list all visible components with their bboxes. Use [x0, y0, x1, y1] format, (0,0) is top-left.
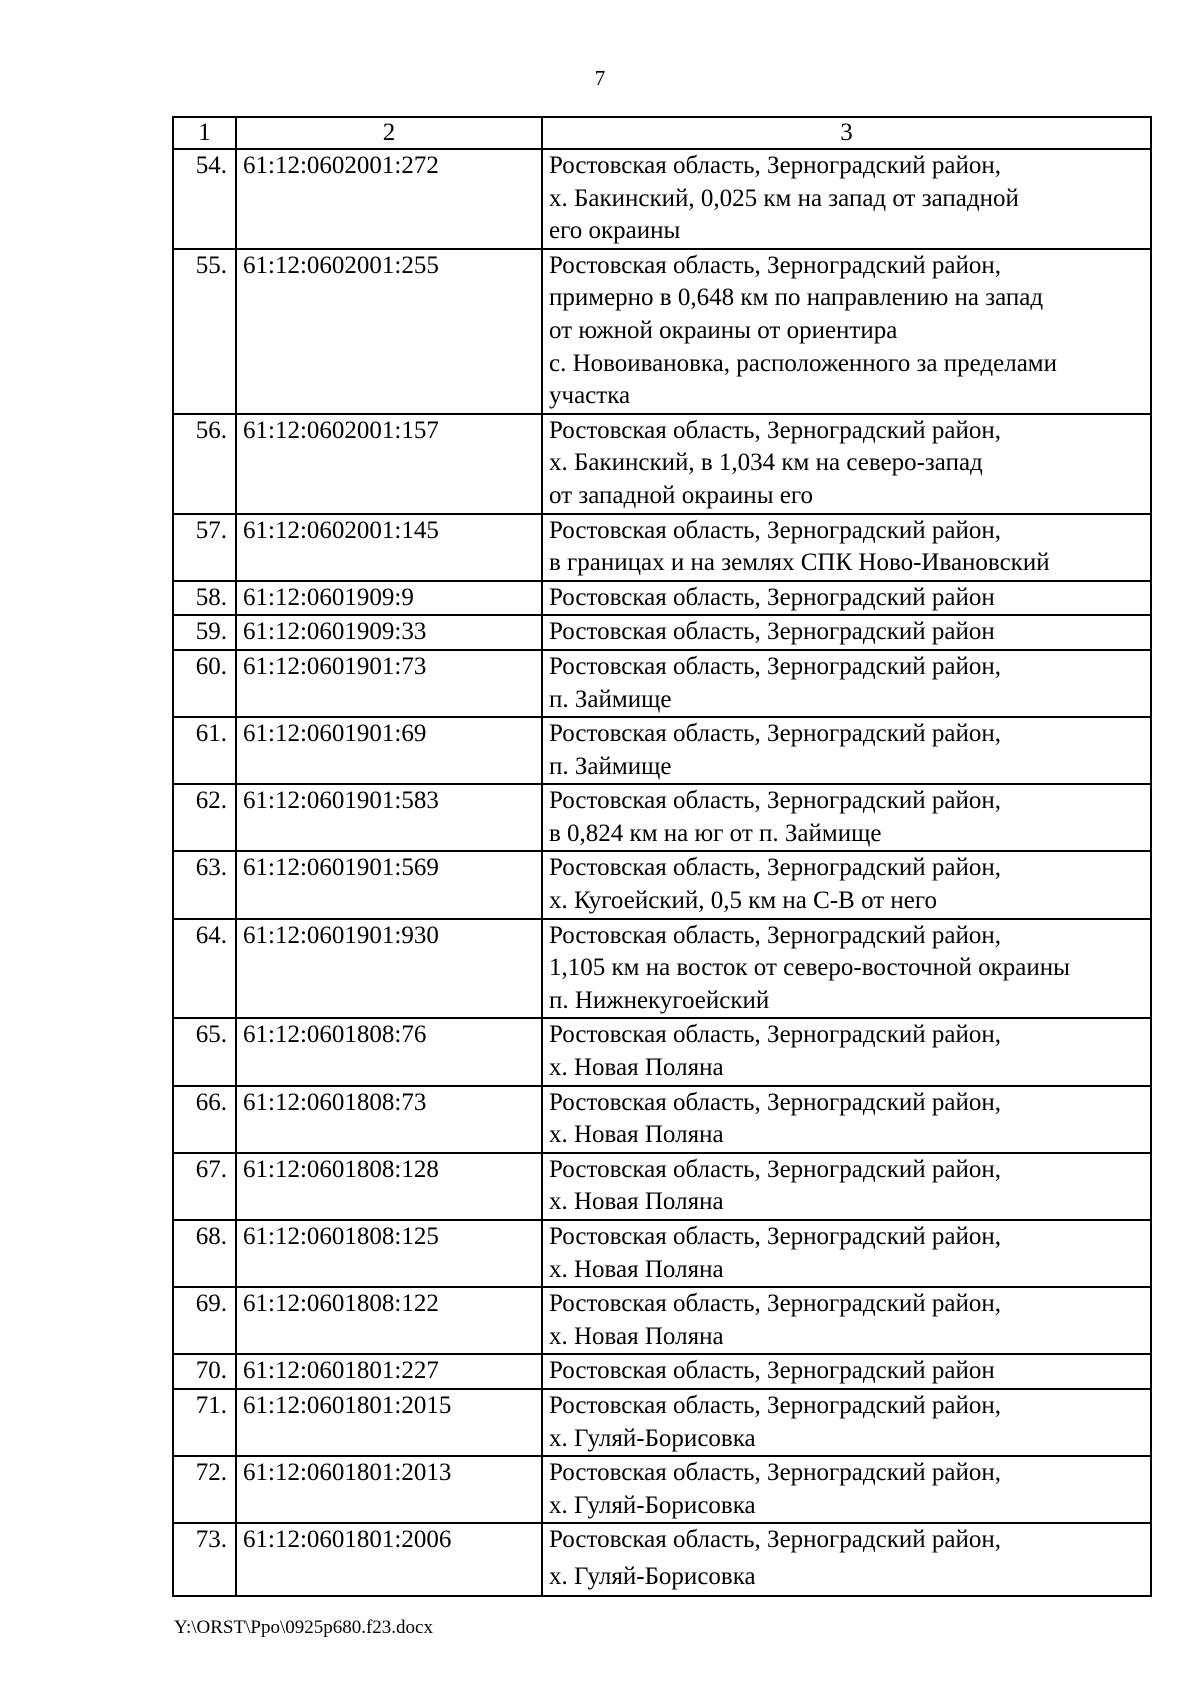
cadastral-number: 61:12:0601909:33: [236, 615, 542, 650]
address-cell: [542, 1354, 1151, 1389]
row-number: 65.: [173, 1018, 236, 1085]
table-header-row: [173, 117, 1151, 149]
address-line: Ростовская область, Зерноградский район,: [549, 1526, 1001, 1554]
address-line: Ростовская область, Зерноградский район,: [549, 152, 1001, 179]
row-number: 73.: [173, 1523, 236, 1596]
address-line: Ростовская область, Зерноградский район,: [549, 251, 1001, 279]
header-cell-address: 3: [542, 117, 1151, 149]
address-cell: [542, 1220, 1151, 1287]
table-row: [173, 1354, 1151, 1389]
table-row: [173, 1456, 1151, 1523]
row-number: 61.: [173, 717, 236, 784]
address-cell: [542, 1287, 1151, 1354]
row-number: 63.: [173, 851, 236, 918]
row-number: 64.: [173, 919, 236, 1019]
address-cell: [542, 1086, 1151, 1153]
address-line: п. Займище: [549, 685, 672, 713]
address-cell: [542, 717, 1151, 784]
address-line: Ростовская область, Зерноградский район,: [549, 652, 1001, 680]
address-line: Ростовская область, Зерноградский район,: [549, 416, 1001, 444]
cadastral-number: 61:12:0601808:128: [236, 1153, 542, 1220]
address-line: его окраины: [549, 217, 681, 245]
address-cell: [542, 650, 1151, 717]
address-line: в границах и на землях СПК Ново-Ивановский: [549, 549, 1050, 577]
cadastral-number: 61:12:0602001:255: [236, 249, 542, 414]
address-cell: [542, 784, 1151, 851]
cadastral-number: 61:12:0601808:122: [236, 1287, 542, 1354]
address-line: х. Кугоейский, 0,5 км на С-В от него: [549, 887, 938, 915]
address-line: Ростовская область, Зерноградский район,: [549, 921, 1001, 949]
address-line: в 0,824 км на юг от п. Займище: [549, 819, 882, 847]
row-number: 66.: [173, 1086, 236, 1153]
table-row: [173, 1523, 1151, 1596]
cadastral-number: 61:12:0601909:9: [236, 581, 542, 616]
cadastral-number: 61:12:0601901:930: [236, 919, 542, 1019]
cadastral-number: 61:12:0601808:73: [236, 1086, 542, 1153]
address-line: примерно в 0,648 км по направлению на запад: [549, 284, 1044, 312]
row-number: 69.: [173, 1287, 236, 1354]
table-row: [173, 514, 1151, 581]
cadastral-number: 61:12:0601901:69: [236, 717, 542, 784]
row-number: 68.: [173, 1220, 236, 1287]
table-row: [173, 784, 1151, 851]
address-line: Ростовская область, Зерноградский район,: [549, 1021, 1001, 1049]
address-line: Ростовская область, Зерноградский район,: [549, 1088, 1001, 1116]
row-number: 56.: [173, 414, 236, 514]
cadastral-number: 61:12:0601808:125: [236, 1220, 542, 1287]
address-line: Ростовская область, Зерноградский район: [549, 1357, 995, 1385]
table-row: [173, 1018, 1151, 1085]
address-line: Ростовская область, Зерноградский район,: [549, 854, 1001, 882]
row-number: 54.: [173, 149, 236, 249]
row-number: 60.: [173, 650, 236, 717]
cadastral-number: 61:12:0601901:73: [236, 650, 542, 717]
address-cell: [542, 1153, 1151, 1220]
address-line: х. Новая Поляна: [549, 1322, 724, 1350]
cadastral-number: 61:12:0601801:227: [236, 1354, 542, 1389]
address-line: Ростовская область, Зерноградский район,: [549, 516, 1001, 544]
address-line: участка: [549, 382, 631, 410]
cadastral-number: 61:12:0601801:2015: [236, 1389, 542, 1456]
address-cell: [542, 414, 1151, 514]
address-line: х. Новая Поляна: [549, 1054, 724, 1082]
row-number: 62.: [173, 784, 236, 851]
address-cell: [542, 851, 1151, 918]
table-row: [173, 249, 1151, 414]
address-line: Ростовская область, Зерноградский район,: [549, 1290, 1001, 1318]
address-line: х. Новая Поляна: [549, 1255, 724, 1283]
address-line: Ростовская область, Зерноградский район: [549, 618, 995, 646]
table-row: [173, 149, 1151, 249]
row-number: 59.: [173, 615, 236, 650]
address-cell: [542, 615, 1151, 650]
table-row: [173, 717, 1151, 784]
table-row: [173, 1153, 1151, 1220]
cadastral-number: 61:12:0601801:2013: [236, 1456, 542, 1523]
address-line: х. Бакинский, 0,025 км на запад от западной: [549, 184, 1019, 212]
address-line: 1,105 км на восток от северо-восточной окраины: [549, 954, 1070, 982]
row-number: 71.: [173, 1389, 236, 1456]
address-line: п. Займище: [549, 752, 672, 780]
table-row: [173, 1220, 1151, 1287]
row-number: 70.: [173, 1354, 236, 1389]
table-row: [173, 1389, 1151, 1456]
address-cell: [542, 149, 1151, 249]
address-line: Ростовская область, Зерноградский район,: [549, 787, 1001, 815]
row-number: 57.: [173, 514, 236, 581]
address-line: х. Новая Поляна: [549, 1121, 724, 1149]
address-line: х. Новая Поляна: [549, 1188, 724, 1216]
table-row: [173, 581, 1151, 616]
address-cell: [542, 514, 1151, 581]
table-row: [173, 650, 1151, 717]
table-row: [173, 919, 1151, 1019]
address-line: Ростовская область, Зерноградский район: [549, 583, 995, 611]
row-number: 67.: [173, 1153, 236, 1220]
address-line: Ростовская область, Зерноградский район,: [549, 720, 1001, 748]
cadastral-number: 61:12:0601808:76: [236, 1018, 542, 1085]
address-line: Ростовская область, Зерноградский район,: [549, 1223, 1001, 1250]
address-line: х. Гуляй-Борисовка: [549, 1424, 756, 1452]
cadastral-number: 61:12:0601901:583: [236, 784, 542, 851]
address-cell: [542, 249, 1151, 414]
table-row: [173, 1086, 1151, 1153]
address-line: от западной окраины его: [549, 481, 813, 509]
land-plots-table: [172, 116, 1152, 1597]
address-line: Ростовская область, Зерноградский район,: [549, 1391, 1001, 1419]
cadastral-number: 61:12:0602001:272: [236, 149, 542, 249]
address-cell: [542, 1389, 1151, 1456]
row-number: 72.: [173, 1456, 236, 1523]
address-cell: [542, 581, 1151, 616]
table-row: [173, 1287, 1151, 1354]
address-line: п. Нижнекугоейский: [549, 986, 770, 1014]
address-line: х. Гуляй-Борисовка: [549, 1562, 756, 1590]
cadastral-number: 61:12:0602001:157: [236, 414, 542, 514]
table-row: [173, 851, 1151, 918]
address-line: с. Новоивановка, расположенного за пределами: [549, 349, 1058, 377]
table-row: [173, 414, 1151, 514]
address-line: Ростовская область, Зерноградский район,: [549, 1459, 1001, 1487]
cadastral-number: 61:12:0601901:569: [236, 851, 542, 918]
address-cell: [542, 1523, 1151, 1596]
address-line: Ростовская область, Зерноградский район,: [549, 1155, 1001, 1183]
footer-file-path: Y:\ORST\Ppo\0925p680.f23.docx: [174, 1617, 433, 1638]
table-row: [173, 615, 1151, 650]
address-line: х. Бакинский, в 1,034 км на северо-запад: [549, 449, 983, 477]
header-cell-cadastral: 2: [236, 117, 542, 149]
header-cell-number: 1: [173, 117, 236, 149]
cadastral-number: 61:12:0601801:2006: [236, 1523, 542, 1596]
row-number: 55.: [173, 249, 236, 414]
address-cell: [542, 919, 1151, 1019]
row-number: 58.: [173, 581, 236, 616]
address-cell: [542, 1456, 1151, 1523]
address-line: от южной окраины от ориентира: [549, 316, 898, 344]
address-line: х. Гуляй-Борисовка: [549, 1491, 756, 1519]
cadastral-number: 61:12:0602001:145: [236, 514, 542, 581]
address-cell: [542, 1018, 1151, 1085]
page-number: 7: [594, 66, 606, 90]
